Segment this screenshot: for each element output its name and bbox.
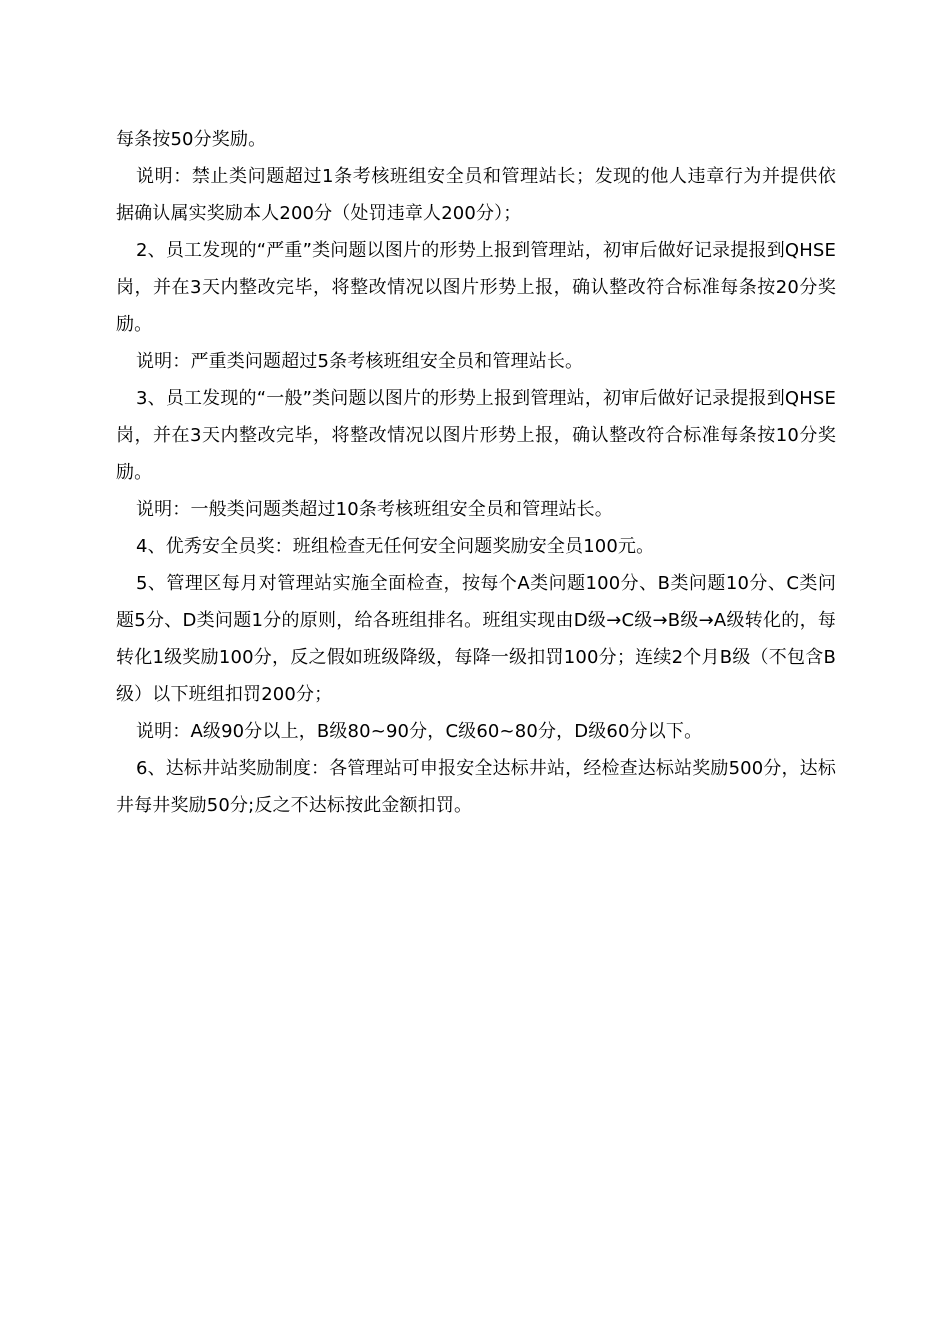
paragraph-item-6-station-reward: 6、达标井站奖励制度：各管理站可申报安全达标井站，经检查达标站奖励500分，达标井每井奖励50分;反之不达标按此金额扣罚。 bbox=[116, 758, 836, 816]
paragraph-item-4-safety-officer: 4、优秀安全员奖：班组检查无任何安全问题奖励安全员100元。 bbox=[136, 536, 655, 557]
paragraph-reward-50: 每条按50分奖励。 bbox=[116, 129, 267, 150]
paragraph-note-prohibited: 说明：禁止类问题超过1条考核班组安全员和管理站长；发现的他人违章行为并提供依据确认属实奖励本人200分（处罚违章人200分）； bbox=[116, 166, 836, 224]
paragraph-item-3-general: 3、员工发现的“一般”类问题以图片的形势上报到管理站，初审后做好记录提报到QHSE岗，并在3天内整改完毕，将整改情况以图片形势上报，确认整改符合标准每条按10分奖励。 bbox=[116, 388, 836, 483]
paragraph-note-grades: 说明：A级90分以上，B级80~90分，C级60~80分，D级60分以下。 bbox=[136, 721, 703, 742]
paragraph-item-5-monthly-inspection: 5、管理区每月对管理站实施全面检查，按每个A类问题100分、B类问题10分、C类问题5分、D类问题1分的原则，给各班组排名。班组实现由D级→C级→B级→A级转化的，每转化1级奖励100分，反之假如班级降级，每降一级扣罚100分；连续2个月B级（不包含B级）以下班组扣罚200分； bbox=[116, 573, 836, 705]
document-body bbox=[116, 121, 836, 824]
paragraph-note-serious: 说明：严重类问题超过5条考核班组安全员和管理站长。 bbox=[136, 351, 584, 372]
paragraph-note-general: 说明：一般类问题类超过10条考核班组安全员和管理站长。 bbox=[136, 499, 613, 520]
paragraph-item-2-serious: 2、员工发现的“严重”类问题以图片的形势上报到管理站，初审后做好记录提报到QHSE岗，并在3天内整改完毕，将整改情况以图片形势上报，确认整改符合标准每条按20分奖励。 bbox=[116, 240, 836, 335]
